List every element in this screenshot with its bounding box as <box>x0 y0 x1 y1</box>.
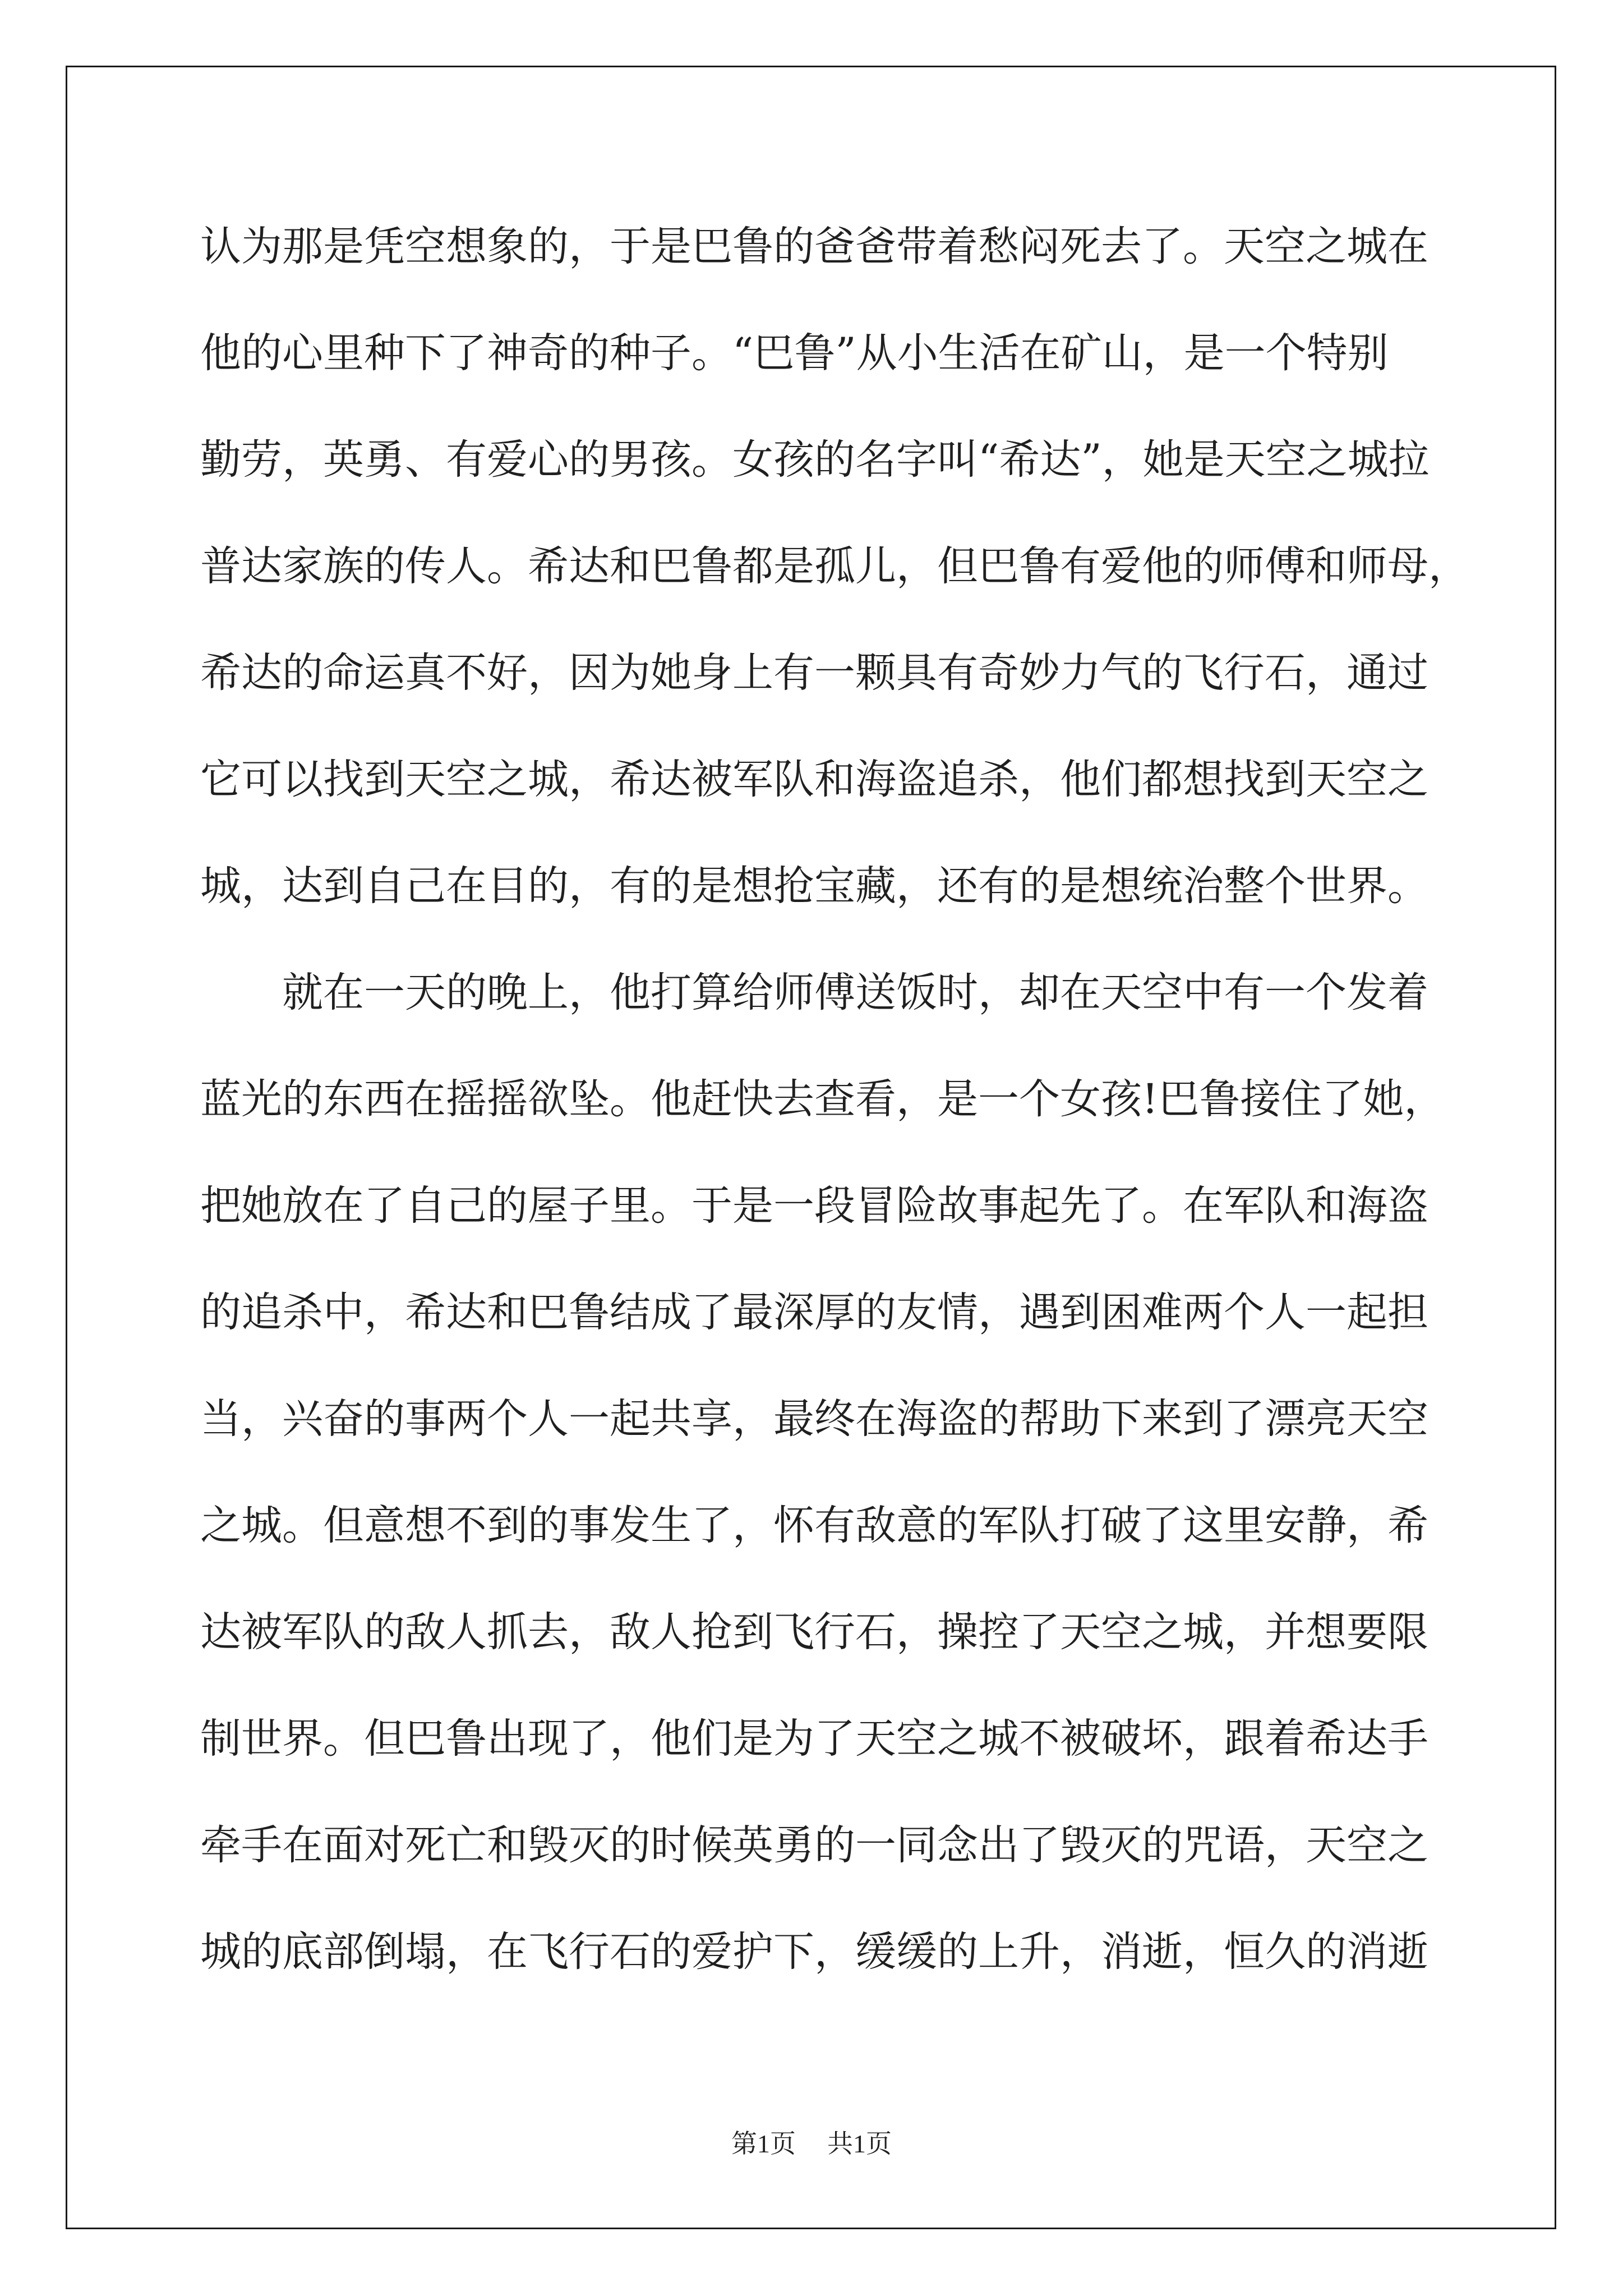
text-line: 制世界。但巴鲁出现了，他们是为了天空之城不被破坏，跟着希达手 <box>200 1715 1428 1763</box>
paragraph <box>200 216 1469 962</box>
text-line: 之城。但意想不到的事发生了，怀有敌意的军队打破了这里安静，希 <box>200 1502 1428 1549</box>
text-line: 勤劳，英勇、有爱心的男孩。女孩的名字叫“希达”，她是天空之城拉 <box>200 436 1430 484</box>
document-body <box>200 216 1469 2134</box>
text-line: 牵手在面对死亡和毁灭的时候英勇的一同念出了毁灭的咒语，天空之 <box>200 1821 1428 1869</box>
text-line: 达被军队的敌人抓去，敌人抢到飞行石，操控了天空之城，并想要限 <box>200 1608 1428 1656</box>
text-line: 城，达到自己在目的，有的是想抢宝藏，还有的是想统治整个世界。 <box>200 862 1428 910</box>
text-line: 普达家族的传人。希达和巴鲁都是孤儿，但巴鲁有爱他的师傅和师母， <box>200 542 1469 590</box>
text-line: 当，兴奋的事两个人一起共享，最终在海盗的帮助下来到了漂亮天空 <box>200 1395 1428 1443</box>
page-footer <box>0 2123 1623 2160</box>
text-line: 把她放在了自己的屋子里。于是一段冒险故事起先了。在军队和海盗 <box>200 1182 1428 1230</box>
page-total: 共1页 <box>827 2129 892 2158</box>
page-number: 第1页 <box>731 2129 796 2158</box>
text-line <box>200 2028 1434 2134</box>
text-line: 蓝光的东西在摇摇欲坠。他赶快去查看，是一个女孩!巴鲁接住了她， <box>200 1075 1445 1123</box>
text-line: 他的心里种下了神奇的种子。“巴鲁”从小生活在矿山，是一个特别 <box>200 329 1389 377</box>
paragraph <box>200 962 1445 2134</box>
text-line: 认为那是凭空想象的，于是巴鲁的爸爸带着愁闷死去了。天空之城在 <box>200 223 1428 270</box>
text-line: 城的底部倒塌，在飞行石的爱护下，缓缓的上升，消逝，恒久的消逝 <box>200 1928 1428 1976</box>
text-line: 希达的命运真不好，因为她身上有一颗具有奇妙力气的飞行石，通过 <box>200 649 1428 697</box>
text-line: 它可以找到天空之城，希达被军队和海盗追杀，他们都想找到天空之 <box>200 756 1428 803</box>
text-line: 的追杀中，希达和巴鲁结成了最深厚的友情，遇到困难两个人一起担 <box>200 1289 1428 1336</box>
text-line: 就在一天的晚上，他打算给师傅送饭时，却在天空中有一个发着 <box>282 969 1428 1016</box>
